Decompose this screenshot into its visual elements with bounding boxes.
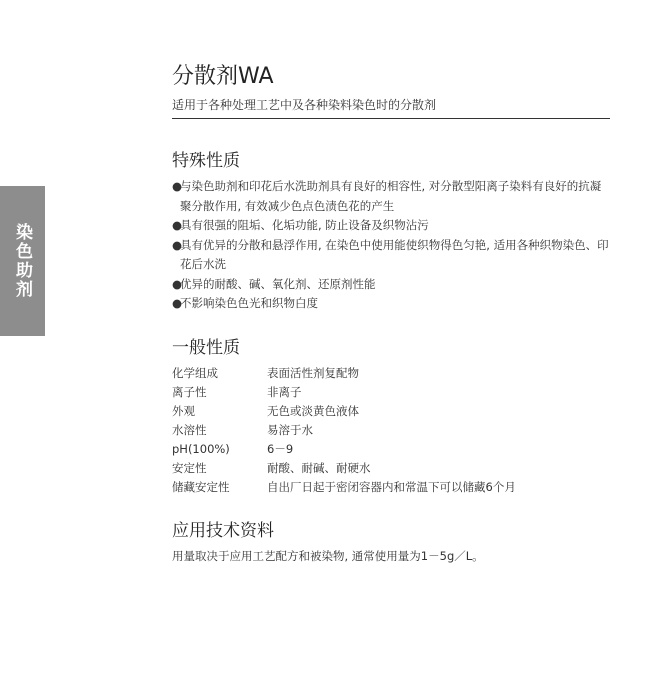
table-row: [172, 459, 516, 478]
product-title: 分散剂WA: [172, 64, 274, 89]
table-row: [172, 421, 516, 440]
table-row: [172, 478, 516, 497]
product-subtitle: 适用于各种处理工艺中及各种染料染色时的分散剂: [172, 98, 437, 112]
property-name: 离子性: [172, 384, 207, 399]
table-row: [172, 364, 516, 383]
property-value: 表面活性剂复配物: [267, 365, 359, 380]
list-item: ● 具有优异的分散和悬浮作用, 在染色中使用能使织物得色匀艳, 适用各种织物染色、印花后水洗: [172, 237, 609, 271]
property-value: 6－9: [267, 441, 294, 456]
property-name: 水溶性: [172, 422, 207, 437]
bullet-icon: ●: [172, 179, 183, 193]
property-name: 储藏安定性: [172, 479, 230, 494]
bullet-icon: ●: [172, 218, 183, 232]
property-value: 耐酸、耐碱、耐硬水: [267, 460, 371, 475]
title-divider: [172, 118, 610, 119]
bullet-icon: ●: [172, 276, 183, 291]
bullet-icon: ●: [172, 296, 183, 310]
property-name: 化学组成: [172, 365, 218, 380]
table-row: [172, 402, 516, 421]
list-item: ● 优异的耐酸、碱、氧化剂、还原剂性能: [172, 275, 610, 295]
property-name: 安定性: [172, 460, 207, 475]
property-value: 无色或淡黄色液体: [267, 403, 359, 418]
property-value: 自出厂日起于密闭容器内和常温下可以储藏6个月: [267, 479, 516, 494]
property-value: 易溶于水: [267, 422, 313, 437]
property-name: 外观: [172, 403, 195, 418]
table-row: [172, 383, 516, 402]
property-value: 非离子: [267, 384, 302, 399]
table-row: [172, 440, 516, 459]
special-properties-list: [172, 177, 610, 314]
list-item: ● 不影响染色色光和织物白度: [172, 294, 610, 314]
list-item: ● 具有很强的阻垢、化垢功能, 防止设备及织物沾污: [172, 216, 610, 236]
property-name: pH(100%): [172, 441, 230, 456]
special-properties-heading: 特殊性质: [172, 151, 240, 171]
general-properties-table: [172, 364, 516, 497]
general-properties-heading: 一般性质: [172, 337, 240, 358]
technical-data-text: 用量取决于应用工艺配方和被染物, 通常使用量为1－5g／L。: [172, 548, 484, 563]
technical-data-heading: 应用技术资料: [172, 520, 274, 541]
section-side-tab: [0, 186, 45, 336]
list-item: ● 与染色助剂和印花后水洗助剂具有良好的相容性, 对分散型阳离子染料有良好的抗凝聚分散作用, 有效减少色点色渍色花的产生: [172, 179, 602, 213]
side-tab-label: 染色助剂: [12, 223, 32, 299]
product-sheet: [172, 62, 610, 566]
bullet-icon: ●: [172, 237, 183, 252]
